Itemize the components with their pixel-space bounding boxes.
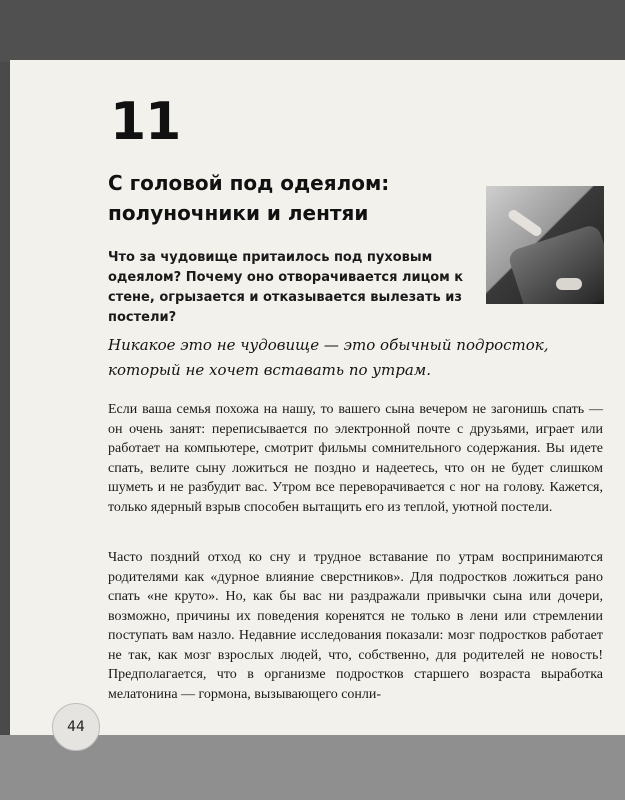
body-paragraph: Часто поздний отход ко сну и трудное вставание по утрам воспринимаются родителями как «дурное влияние сверстников». Для подростков ложиться рано спать «не круто». Но, как бы вас ни раздражали привычки сына или дочери, возможно, причины их поведения коренятся не только в лени или стремлении поступать вам назло. Недавние исследования показали: мозг подростков работает не так, как мозг взрослых людей, что, собственно, для родителей не новость! Предполагается, что в организме подростков старшего возраста выработка мелатонина — гормона, вызывающего сонли- bbox=[108, 550, 603, 702]
body-paragraph: Если ваша семья похожа на нашу, то вашего сына вечером не загонишь спать — он очень занят: переписывается по электронной почте с друзьями, играет или работает на компьютере, смотрит фильмы сомнительного содержания. Вы идете спать, велите сыну ложиться не поздно и надеетесь, что он не будет слишком шуметь и не разбудит вас. Утром все переворачивается с ног на голову. Кажется, только ядерный взрыв способен вытащить его из теплой, уютной постели. bbox=[108, 402, 603, 515]
bleed-through-margin bbox=[58, 118, 103, 348]
handwritten-quote: Никакое это не чудовище — это обычный подросток, который не хочет вставать по утрам. bbox=[108, 336, 549, 379]
chapter-number: 11 bbox=[110, 92, 181, 152]
chapter-intro: Что за чудовище притаилось под пуховым одеялом? Почему оно отворачивается лицом к стене, огрызается и отказывается вылезать из постели? bbox=[108, 250, 464, 325]
bottom-gray-band bbox=[0, 735, 625, 800]
top-dark-band bbox=[0, 0, 625, 62]
chapter-photo bbox=[486, 186, 604, 304]
page-number: 44 bbox=[52, 703, 100, 751]
photo-foot bbox=[556, 278, 582, 290]
chapter-title: С головой под одеялом: полуночники и лентяи bbox=[108, 171, 390, 225]
